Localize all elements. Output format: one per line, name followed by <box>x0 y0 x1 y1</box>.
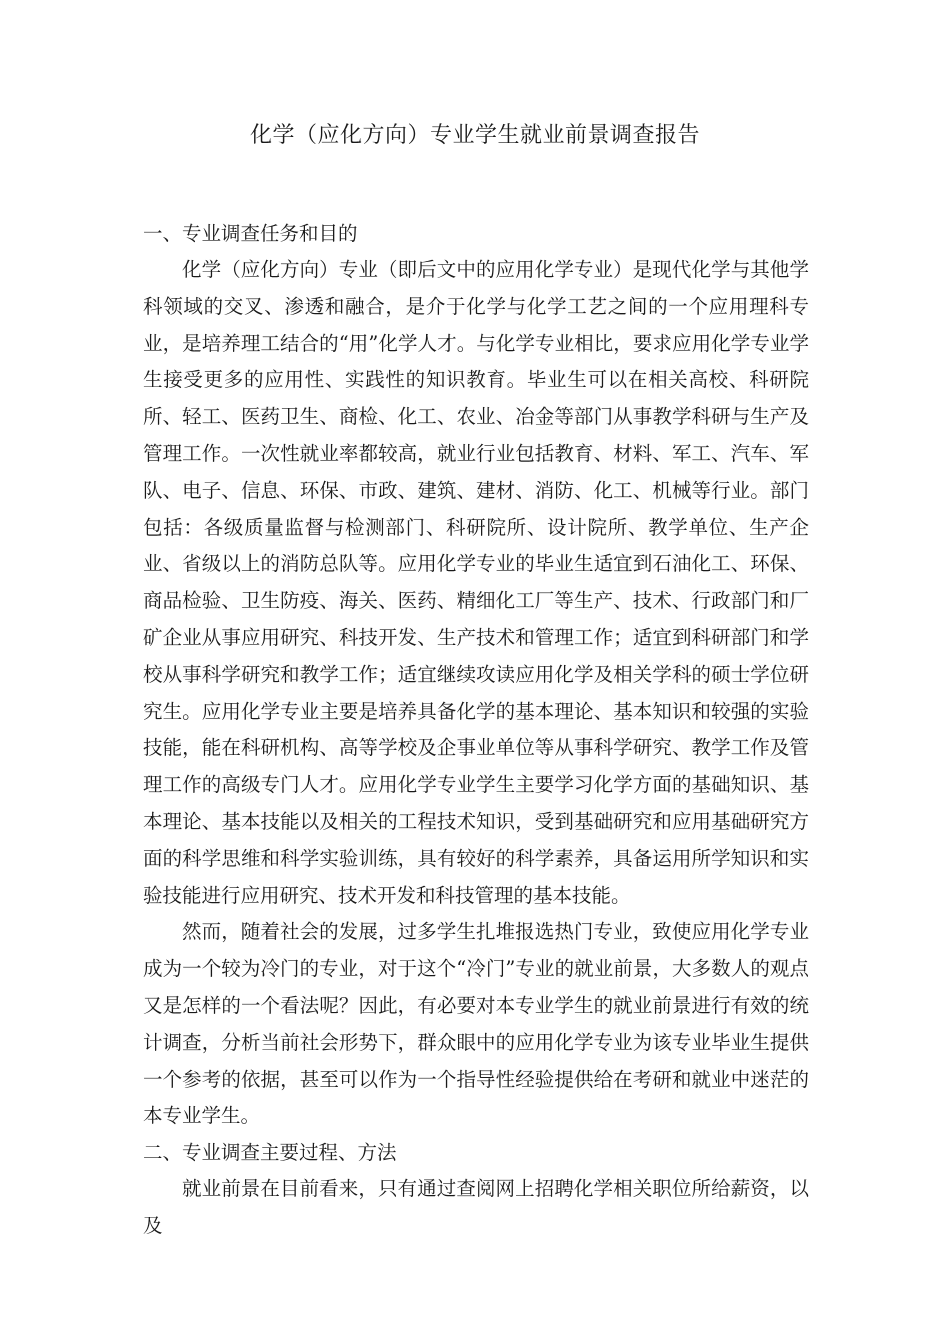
document-body <box>143 216 809 1245</box>
document-title: 化学（应化方向）专业学生就业前景调查报告 <box>249 123 700 148</box>
paragraph-major-introduction: 化学（应化方向）专业（即后文中的应用化学专业）是现代化学与其他学科领域的交叉、渗透和融合，是介于化学与化学工艺之间的一个应用理科专业，是培养理工结合的“用”化学人才。与化学专业相比，要求应用化学专业学生接受更多的应用性、实践性的知识教育。毕业生可以在相关高校、科研院所、轻工、医药卫生、商检、化工、农业、冶金等部门从事教学科研与生产及管理工作。一次性就业率都较高，就业行业包括教育、材料、军工、汽车、军队、电子、信息、环保、市政、建筑、建材、消防、化工、机械等行业。部门包括：各级质量监督与检测部门、科研院所、设计院所、教学单位、生产企业、省级以上的消防总队等。应用化学专业的毕业生适宜到石油化工、环保、商品检验、卫生防疫、海关、医药、精细化工厂等生产、技术、行政部门和厂矿企业从事应用研究、科技开发、生产技术和管理工作；适宜到科研部门和学校从事科学研究和教学工作；适宜继续攻读应用化学及相关学科的硕士学位研究生。应用化学专业主要是培养具备化学的基本理论、基本知识和较强的实验技能，能在科研机构、高等学校及企事业单位等从事科学研究、教学工作及管理工作的高级专门人才。应用化学专业学生主要学习化学方面的基础知识、基本理论、基本技能以及相关的工程技术知识，受到基础研究和应用基础研究方面的科学思维和科学实验训练，具有较好的科学素养，具备运用所学知识和实验技能进行应用研究、技术开发和科技管理的基本技能。 <box>143 258 809 907</box>
section-heading-process-method: 二、专业调查主要过程、方法 <box>143 1141 397 1165</box>
section-heading-task-purpose: 一、专业调查任务和目的 <box>143 222 358 245</box>
paragraph-survey-motivation: 然而，随着社会的发展，过多学生扎堆报选热门专业，致使应用化学专业成为一个较为冷门的专业，对于这个“冷门”专业的就业前景，大多数人的观点又是怎样的一个看法呢？因此，有必要对本专业学生的就业前景进行有效的统计调查，分析当前社会形势下，群众眼中的应用化学专业为该专业毕业生提供一个参考的依据，甚至可以作为一个指导性经验提供给在考研和就业中迷茫的本专业学生。 <box>143 920 809 1128</box>
paragraph-process-intro: 就业前景在目前看来，只有通过查阅网上招聘化学相关职位所给薪资，以及 <box>143 1177 809 1237</box>
